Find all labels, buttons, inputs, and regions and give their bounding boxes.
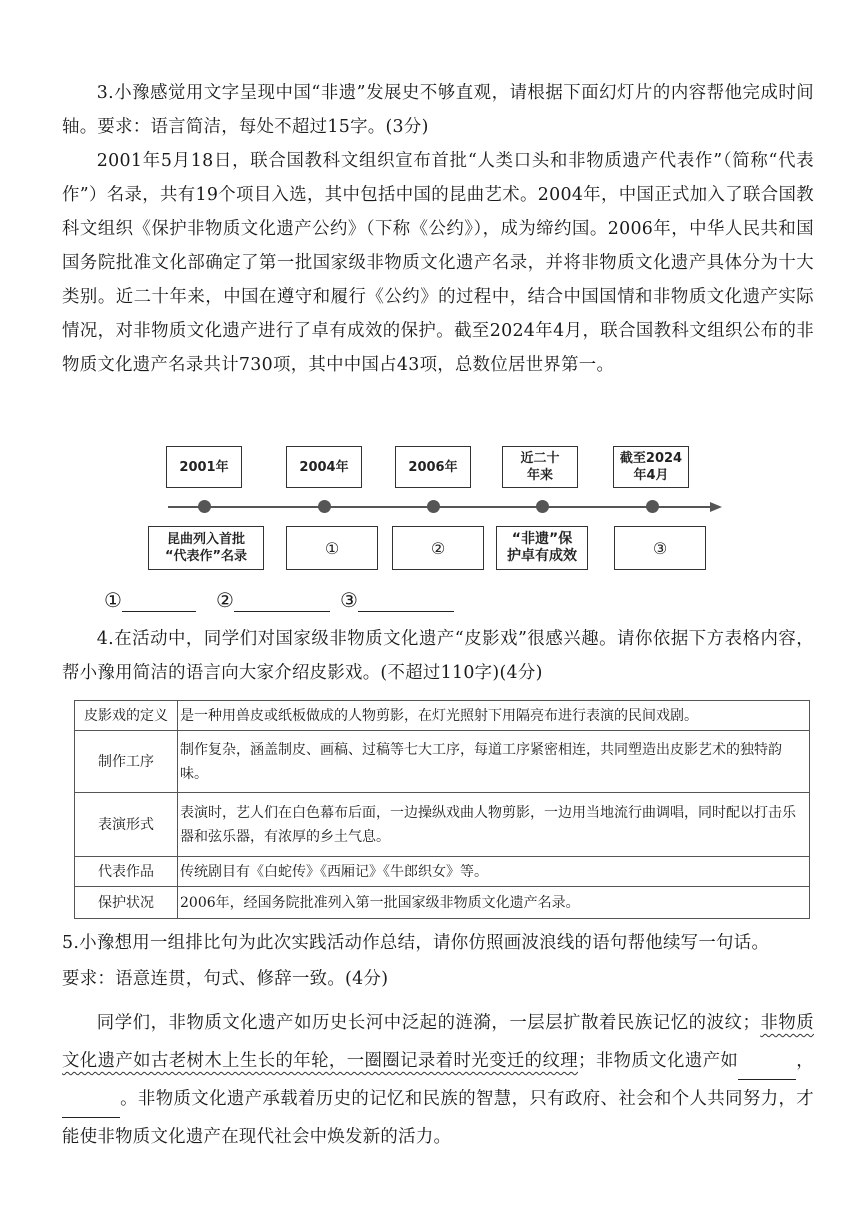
table-label: 皮影戏的定义 <box>75 701 178 731</box>
timeline-bottom-box <box>614 526 706 570</box>
question-3-prompt: 3.小豫感觉用文字呈现中国“非遗”发展史不够直观，请根据下面幻灯片的内容帮他完成时间轴。要求：语言简洁，每处不超过15字。(3分) <box>62 83 814 137</box>
table-row <box>75 857 810 887</box>
table-row <box>75 701 810 731</box>
timeline-bottom-box <box>148 526 264 570</box>
table-label: 制作工序 <box>75 731 178 793</box>
timeline-top-label: 截至2024 年4月 <box>619 451 683 483</box>
timeline-bottom-label: 昆曲列入首批 “代表作”名录 <box>164 532 248 564</box>
question-4-prompt: 4.在活动中，同学们对国家级非物质文化遗产“皮影戏”很感兴趣。请你依据下方表格内容，帮小豫用简洁的语言向大家介绍皮影戏。(不超过110字)(4分) <box>62 629 814 683</box>
table-cell: 制作复杂，涵盖制皮、画稿、过稿等七大工序，每道工序紧密相连，共同塑造出皮影艺术的独特韵味。 <box>178 731 810 793</box>
timeline-arrow-icon <box>710 502 722 512</box>
timeline-dot <box>427 500 440 513</box>
table-cell: 2006年，经国务院批准列入第一批国家级非物质文化遗产名录。 <box>178 887 810 919</box>
table-cell: 表演时，艺人们在白色幕布后面，一边操纵戏曲人物剪影，一边用当地流行曲调唱，同时配以打击乐器和弦乐器，有浓厚的乡土气息。 <box>178 793 810 857</box>
fill-blank[interactable] <box>62 1097 120 1118</box>
timeline-top-box <box>395 446 471 488</box>
timeline-axis <box>168 506 714 508</box>
timeline-top-box <box>502 446 578 488</box>
timeline-top-label: 2006年 <box>408 459 458 475</box>
timeline-top-label: 2004年 <box>299 459 349 475</box>
timeline-dot <box>198 500 211 513</box>
timeline-dot <box>536 500 549 513</box>
table-cell: 传统剧目有《白蛇传》《西厢记》《牛郎织女》等。 <box>178 857 810 887</box>
table-label: 表演形式 <box>75 793 178 857</box>
table-cell: 是一种用兽皮或纸板做成的人物剪影，在灯光照射下用隔亮布进行表演的民间戏剧。 <box>178 701 810 731</box>
timeline-bottom-box <box>496 526 588 570</box>
table-label: 代表作品 <box>75 857 178 887</box>
timeline-top-box <box>613 446 689 488</box>
table-row <box>75 793 810 857</box>
timeline-top-box <box>166 446 242 488</box>
shadow-play-table <box>74 700 810 919</box>
timeline-bottom-label: ① <box>324 538 340 558</box>
table-row <box>75 731 810 793</box>
timeline-top-label: 近二十 年来 <box>520 451 560 483</box>
answer-blank[interactable]: ② <box>216 588 330 612</box>
timeline-dot <box>646 500 659 513</box>
timeline-bottom-box <box>286 526 378 570</box>
timeline-bottom-label: ② <box>430 538 446 558</box>
table-label: 保护状况 <box>75 887 178 919</box>
wavy-underlined-sentence: 非物质文化遗产如古老树木上生长的年轮，一圈圈记录着时光变迁的纹理 <box>62 1013 814 1071</box>
question-5-prompt-line2: 要求：语意连贯，句式、修辞一致。(4分) <box>62 969 389 989</box>
timeline-diagram <box>140 440 730 580</box>
timeline-top-box <box>286 446 362 488</box>
answer-blank[interactable]: ① <box>104 588 196 612</box>
question-5-prompt-line1: 5.小豫想用一组排比句为此次实践活动作总结，请你仿照画波浪线的语句帮他续写一句话。 <box>62 933 770 953</box>
timeline-dot <box>318 500 331 513</box>
timeline-top-label: 2001年 <box>179 459 229 475</box>
timeline-bottom-label: ③ <box>652 538 668 558</box>
timeline-bottom-box <box>392 526 484 570</box>
question-3-passage: 2001年5月18日，联合国教科文组织宣布首批“人类口头和非物质遗产代表作”（简称“代表作”）名录，共有19个项目入选，其中包括中国的昆曲艺术。2004年，中国正式加入了联合国教科文组织《保护非物质文化遗产公约》（下称《公约》），成为缔约国。2006年，中华人民共和国国务院批准文化部确定了第一批国家级非物质文化遗产名录，并将非物质文化遗产具体分为十大类别。近二十年来，中国在遵守和履行《公约》的过程中，结合中国国情和非物质文化遗产实际情况，对非物质文化遗产进行了卓有成效的保护。截至2024年4月，联合国教科文组织公布的非物质文化遗产名录共计730项，其中中国占43项，总数位居世界第一。 <box>62 151 814 375</box>
answer-blank[interactable]: ③ <box>340 588 454 612</box>
fill-blank[interactable] <box>738 1059 796 1080</box>
timeline-bottom-label: “非遗”保 护卓有成效 <box>507 531 577 564</box>
question-5-paragraph: 同学们，非物质文化遗产如历史长河中泛起的涟漪，一层层扩散着民族记忆的波纹；非物质文化遗产如古老树木上生长的年轮，一圈圈记录着时光变迁的纹理；非物质文化遗产如 ，。非物质文化遗产承载着历史的记忆和民族的智慧，只有政府、社会和个人共同努力，才能使非物质文化遗产在现代社会中焕发新的活力。 <box>62 1013 814 1147</box>
table-row <box>75 887 810 919</box>
